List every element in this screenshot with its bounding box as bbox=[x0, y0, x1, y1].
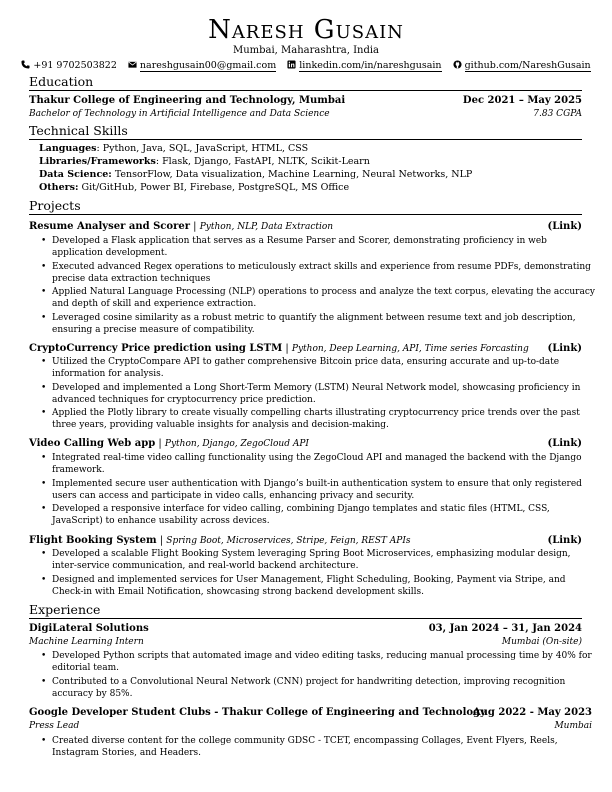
experience-bullets bbox=[39, 735, 597, 761]
project-link[interactable]: (Link) bbox=[547, 438, 582, 449]
education-cgpa: 7.83 CGPA bbox=[533, 109, 582, 119]
project-name: Flight Booking System bbox=[29, 535, 157, 546]
skill-label: Libraries/Frameworks bbox=[39, 156, 156, 167]
experience-title-row bbox=[29, 622, 582, 635]
skill-label: Data Science: bbox=[39, 169, 112, 180]
project-tech: Python, NLP, Data Extraction bbox=[199, 222, 334, 232]
project-title-row: Resume Analyser and Scorer | Python, NLP, Data Extraction (Link) bbox=[29, 221, 582, 232]
education-degree-row bbox=[29, 108, 582, 121]
experience-heading: Experience bbox=[29, 602, 582, 619]
list-item: • Applied Natural Language Processing (NLP) operations to process and analyze the text corpus, elevating the accuracy and depth of skill and experience extraction. bbox=[52, 286, 597, 310]
project-link[interactable]: (Link) bbox=[547, 343, 582, 354]
linkedin-text: linkedin.com/in/nareshgusain bbox=[299, 60, 442, 71]
project-title-row: Video Calling Web app | Python, Django, ZegoCloud API (Link) bbox=[29, 438, 582, 449]
experience-dates: Aug 2022 - May 2023 bbox=[472, 707, 592, 718]
skill-line bbox=[39, 181, 579, 194]
phone-contact[interactable] bbox=[21, 59, 117, 72]
linkedin-link[interactable] bbox=[287, 59, 441, 72]
skill-line bbox=[39, 168, 579, 181]
list-item: • Developed and implemented a Long Short-Term Memory (LSTM) Neural Network model, showcasing proficiency in advanced techniques for cryptocurrency price prediction. bbox=[52, 382, 597, 406]
projects-heading: Projects bbox=[29, 198, 582, 215]
list-item: • Developed a responsive interface for video calling, combining Django templates and static files (HTML, CSS, JavaScript) to enhance usability across devices. bbox=[52, 503, 597, 527]
project-title-row: CryptoCurrency Price prediction using LSTM | Python, Deep Learning, API, Time series Forcasting (Link) bbox=[29, 343, 582, 354]
list-item: • Developed a scalable Flight Booking System leveraging Spring Boot Microservices, emphasizing modular design, inter-service communication, and real-world backend architecture. bbox=[52, 548, 597, 572]
github-link[interactable] bbox=[453, 59, 591, 72]
experience-title-row bbox=[29, 706, 592, 719]
degree-name: Bachelor of Technology in Artificial Intelligence and Data Science bbox=[29, 109, 330, 119]
skill-value: Git/GitHub, Power BI, Firebase, PostgreSQL, MS Office bbox=[78, 182, 350, 193]
skill-value: TensorFlow, Data visualization, Machine Learning, Neural Networks, NLP bbox=[111, 169, 473, 180]
candidate-location: Mumbai, Maharashtra, India bbox=[232, 45, 380, 56]
phone-text: +91 9702503822 bbox=[33, 60, 117, 71]
project-link[interactable]: (Link) bbox=[547, 221, 582, 232]
project-tech: Python, Django, ZegoCloud API bbox=[164, 439, 309, 449]
skills-list bbox=[39, 142, 579, 194]
school-name: Thakur College of Engineering and Technology, Mumbai bbox=[29, 95, 346, 106]
list-item: • Applied the Plotly library to create visually compelling charts illustrating cryptocurrency price trends over the past three years, providing valuable insights for analysis and decision-making. bbox=[52, 407, 597, 431]
list-item: • Integrated real-time video calling functionality using the ZegoCloud API and managed the backend with the Django framework. bbox=[52, 452, 597, 476]
project-tech: Python, Deep Learning, API, Time series Forcasting bbox=[291, 344, 529, 354]
candidate-name: Naresh Gusain bbox=[208, 15, 404, 45]
list-item: • Created diverse content for the college community GDSC - TCET, encompassing Collages, Event Flyers, Reels, Instagram Stories, and Headers. bbox=[52, 735, 597, 759]
experience-dates: 03, Jan 2024 – 31, Jan 2024 bbox=[428, 623, 582, 634]
contact-bar bbox=[0, 59, 612, 72]
skill-label: Others: bbox=[39, 182, 79, 193]
project-name: Video Calling Web app bbox=[29, 438, 156, 449]
experience-bullets bbox=[39, 650, 597, 701]
experience-role-row bbox=[29, 636, 582, 649]
list-item: • Executed advanced Regex operations to meticulously extract skills and experience from resume PDFs, demonstrating precise data extraction techniques bbox=[52, 261, 597, 285]
skills-heading: Technical Skills bbox=[29, 123, 582, 140]
github-text: github.com/NareshGusain bbox=[464, 60, 591, 71]
experience-org: DigiLateral Solutions bbox=[29, 623, 149, 634]
skill-line bbox=[39, 155, 579, 168]
experience-location: Mumbai (On-site) bbox=[501, 637, 582, 647]
list-item: • Implemented secure user authentication with Django’s built-in authentication system to ensure that only registered users can access and participate in video calls, enhancing privacy and security. bbox=[52, 478, 597, 502]
email-text: nareshgusain00@gmail.com bbox=[139, 60, 277, 71]
envelope-icon bbox=[128, 60, 137, 69]
phone-icon bbox=[21, 60, 30, 69]
skill-value: : Python, Java, SQL, JavaScript, HTML, CSS bbox=[96, 143, 309, 154]
project-bullets bbox=[39, 548, 597, 599]
linkedin-icon bbox=[287, 60, 296, 69]
github-icon bbox=[453, 60, 462, 69]
project-bullets bbox=[39, 356, 597, 433]
project-name: CryptoCurrency Price prediction using LSTM bbox=[29, 343, 283, 354]
list-item: • Designed and implemented services for User Management, Flight Scheduling, Booking, Payment via Stripe, and Check-in with Email Notification, showcasing strong backend development skills. bbox=[52, 574, 597, 598]
experience-role: Press Lead bbox=[29, 721, 80, 731]
education-dates: Dec 2021 – May 2025 bbox=[462, 95, 582, 106]
education-heading: Education bbox=[29, 74, 582, 91]
education-school-row bbox=[29, 94, 582, 107]
project-bullets bbox=[39, 235, 597, 337]
list-item: • Developed Python scripts that automated image and video editing tasks, reducing manual processing time by 40% for editorial team. bbox=[52, 650, 597, 674]
email-link[interactable] bbox=[128, 59, 276, 72]
skill-label: Languages bbox=[39, 143, 97, 154]
project-title-row: Flight Booking System | Spring Boot, Microservices, Stripe, Feign, REST APIs (Link) bbox=[29, 535, 582, 546]
project-bullets bbox=[39, 452, 597, 529]
experience-location: Mumbai bbox=[554, 721, 592, 731]
project-link[interactable]: (Link) bbox=[547, 535, 582, 546]
project-name: Resume Analyser and Scorer bbox=[29, 221, 190, 232]
experience-role-row bbox=[29, 720, 592, 733]
experience-role: Machine Learning Intern bbox=[29, 637, 144, 647]
skill-value: : Flask, Django, FastAPI, NLTK, Scikit-Learn bbox=[155, 156, 370, 167]
project-tech: Spring Boot, Microservices, Stripe, Feign, REST APIs bbox=[166, 536, 411, 546]
experience-org: Google Developer Student Clubs - Thakur College of Engineering and Technology bbox=[29, 707, 486, 718]
skill-line bbox=[39, 142, 579, 155]
list-item: • Developed a Flask application that serves as a Resume Parser and Scorer, demonstrating proficiency in web application development. bbox=[52, 235, 597, 259]
list-item: • Leveraged cosine similarity as a robust metric to quantify the alignment between resume text and job description, ensuring a precise measure of compatibility. bbox=[52, 312, 597, 336]
list-item: • Utilized the CryptoCompare API to gather comprehensive Bitcoin price data, ensuring accurate and up-to-date information for analysis. bbox=[52, 356, 597, 380]
list-item: • Contributed to a Convolutional Neural Network (CNN) project for handwriting detection, improving recognition accuracy by 85%. bbox=[52, 676, 597, 700]
